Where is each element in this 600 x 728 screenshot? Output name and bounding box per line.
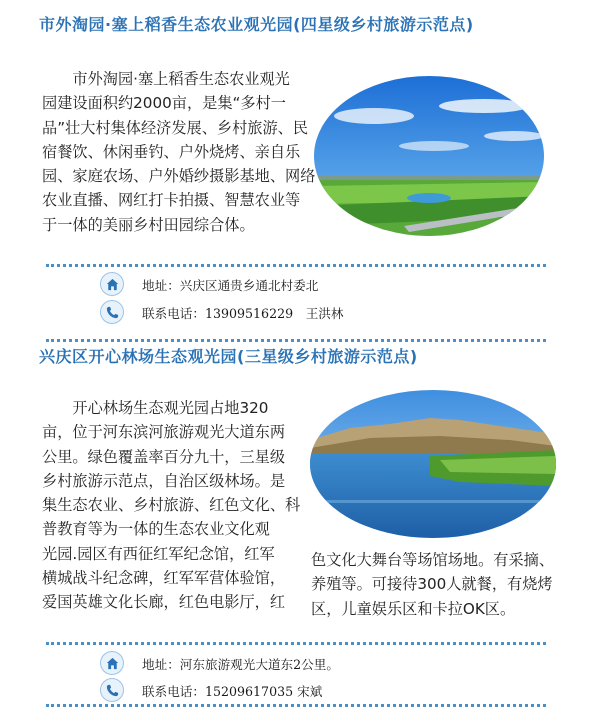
description-line: 色文化大舞台等场馆场地。有采摘、 (311, 551, 554, 569)
phone-icon (100, 678, 124, 702)
address-text: 地址：兴庆区通贵乡通北村委北 (142, 277, 319, 293)
description-line: 横城战斗纪念碑，红军军营体验馆， (42, 569, 285, 588)
address-text: 地址：河东旅游观光大道东2公里。 (142, 656, 339, 672)
description-line: 光园.园区有西征红军纪念馆，红军 (42, 544, 275, 563)
home-icon (100, 272, 124, 296)
description-line: 开心林场生态观光园占地320 (42, 399, 269, 417)
phone-text: 联系电话：13909516229 王洪林 (142, 305, 344, 321)
description-line: 宿餐饮、休闲垂钓、户外烧烤、亲自乐 (42, 142, 301, 161)
dotted-divider (46, 339, 546, 342)
description-line: 亩，位于河东滨河旅游观光大道东两 (42, 423, 285, 442)
description-line: 园建设面积约2000亩，是集“多村一 (42, 94, 286, 113)
phone-icon (100, 300, 124, 324)
lake-reeds-photo (310, 390, 556, 538)
description-line: 市外淘园·塞上稻香生态农业观光 (42, 70, 290, 88)
description-line: 品”壮大村集体经济发展、乡村旅游、民 (42, 118, 309, 137)
description-line: 普教育等为一体的生态农业文化观 (42, 520, 270, 539)
address-row (100, 650, 339, 676)
description-line: 养殖等。可接待300人就餐，有烧烤 (311, 575, 553, 594)
phone-row (100, 299, 343, 325)
farm-landscape-photo (314, 76, 544, 236)
address-row (100, 271, 318, 297)
description-line: 公里。绿色覆盖率百分九十，三星级 (42, 447, 285, 466)
description-line: 集生态农业、乡村旅游、红色文化、科 (42, 496, 301, 515)
dotted-divider (46, 704, 546, 707)
dotted-divider (46, 264, 546, 267)
phone-row (100, 677, 322, 703)
description-line: 农业直播、网红打卡拍摄、智慧农业等 (42, 191, 301, 210)
phone-text: 联系电话：15209617035 宋斌 (142, 683, 323, 699)
description-line: 区，儿童娱乐区和卡拉OK区。 (311, 599, 516, 618)
description-line: 乡村旅游示范点，自治区级林场。是 (42, 471, 285, 490)
home-icon (100, 651, 124, 675)
section-2-description (42, 396, 301, 615)
section-1-description (42, 67, 322, 237)
description-line: 爱国英雄文化长廊，红色电影厅，红 (42, 593, 285, 612)
section-1-title: 市外淘园·塞上稻香生态农业观光园(四星级乡村旅游示范点) (39, 15, 474, 34)
dotted-divider (46, 642, 546, 645)
description-line: 于一体的美丽乡村田园综合体。 (42, 215, 255, 234)
section-2-title: 兴庆区开心林场生态观光园(三星级乡村旅游示范点) (39, 347, 418, 366)
section-2-description-continued (311, 548, 561, 621)
description-line: 园、家庭农场、户外婚纱摄影基地、网络 (42, 167, 316, 186)
